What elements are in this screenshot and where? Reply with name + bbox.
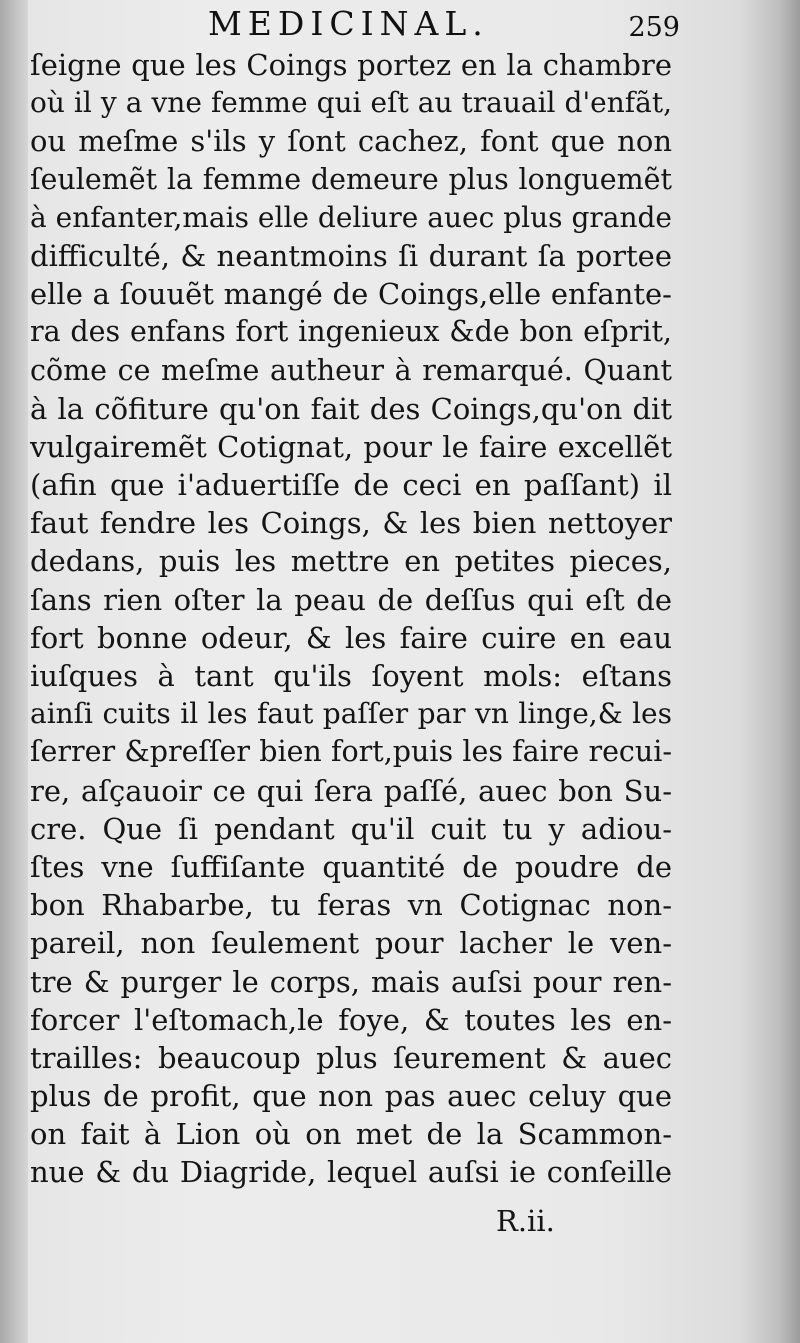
text-line: on fait à Lion où on met de la Scammon- <box>30 1117 672 1152</box>
text-line: ſeulemẽt la femme demeure plus longuemẽt <box>30 162 672 196</box>
text-line: tre & purger le corps, mais auſsi pour ren- <box>30 964 672 999</box>
text-line: ſtes vne ſuffiſante quantité de poudre de <box>30 849 672 884</box>
text-line: iuſques à tant qu'ils ſoyent mols: eſtans <box>30 659 672 693</box>
text-line: fort bonne odeur, & les faire cuire en eau <box>30 620 672 655</box>
text-line: ſans rien oſter la peau de deſſus qui eſt de <box>30 582 672 617</box>
text-line: dedans, puis les mettre en petites pieces, <box>30 544 672 579</box>
text-line: ra des enfans fort ingenieux &de bon eſprit, <box>30 315 672 349</box>
text-line: à enfanter,mais elle deliure auec plus grande <box>30 200 672 234</box>
text-line: cõme ce meſme autheur à remarqué. Quant <box>30 353 672 387</box>
page-header <box>30 4 680 44</box>
text-line: difficulté, & neantmoins ſi durant ſa portee <box>30 238 672 273</box>
text-line: faut fendre les Coings, & les bien nettoyer <box>30 506 672 541</box>
page-gutter <box>0 0 28 1343</box>
text-line: pareil, non ſeulement pour lacher le ven- <box>30 926 672 961</box>
page-number: 259 <box>628 12 680 43</box>
text-line: trailles: beaucoup plus ſeurement & auec <box>30 1040 672 1075</box>
text-line: forcer l'eſtomach,le foye, & toutes les en- <box>30 1002 672 1037</box>
text-line: ſerrer &preſſer bien fort,puis les faire recui- <box>30 735 672 769</box>
body-text <box>30 46 672 1192</box>
text-line: ainſi cuits il les faut paſſer par vn linge,& les <box>30 697 672 731</box>
text-line: où il y a vne femme qui eſt au trauail d'enfãt, <box>30 86 672 120</box>
text-line: plus de profit, que non pas auec celuy que <box>30 1079 672 1114</box>
text-line: ſeigne que les Coings portez en la chambre <box>30 48 672 82</box>
signature-mark: R.ii. <box>496 1204 555 1238</box>
text-line: cre. Que ſi pendant qu'il cuit tu y adiou- <box>30 811 672 846</box>
text-line: vulgairemẽt Cotignat, pour le faire excellẽt <box>30 429 672 464</box>
text-line: à la cõfiture qu'on fait des Coings,qu'on dit <box>30 391 672 426</box>
text-line: nue & du Diagride, lequel auſsi ie conſeille <box>30 1155 672 1190</box>
text-line: elle a ſouuẽt mangé de Coings,elle enfante- <box>30 277 672 312</box>
text-line: re, aſçauoir ce qui ſera paſſé, auec bon Su- <box>30 773 672 808</box>
text-line: (afin que i'aduertiſſe de ceci en paſſant) il <box>30 468 672 503</box>
text-line: ou meſme s'ils y ſont cachez, font que non <box>30 124 672 159</box>
running-head: MEDICINAL. <box>208 4 489 43</box>
text-line: bon Rhabarbe, tu feras vn Cotignac non- <box>30 888 672 923</box>
